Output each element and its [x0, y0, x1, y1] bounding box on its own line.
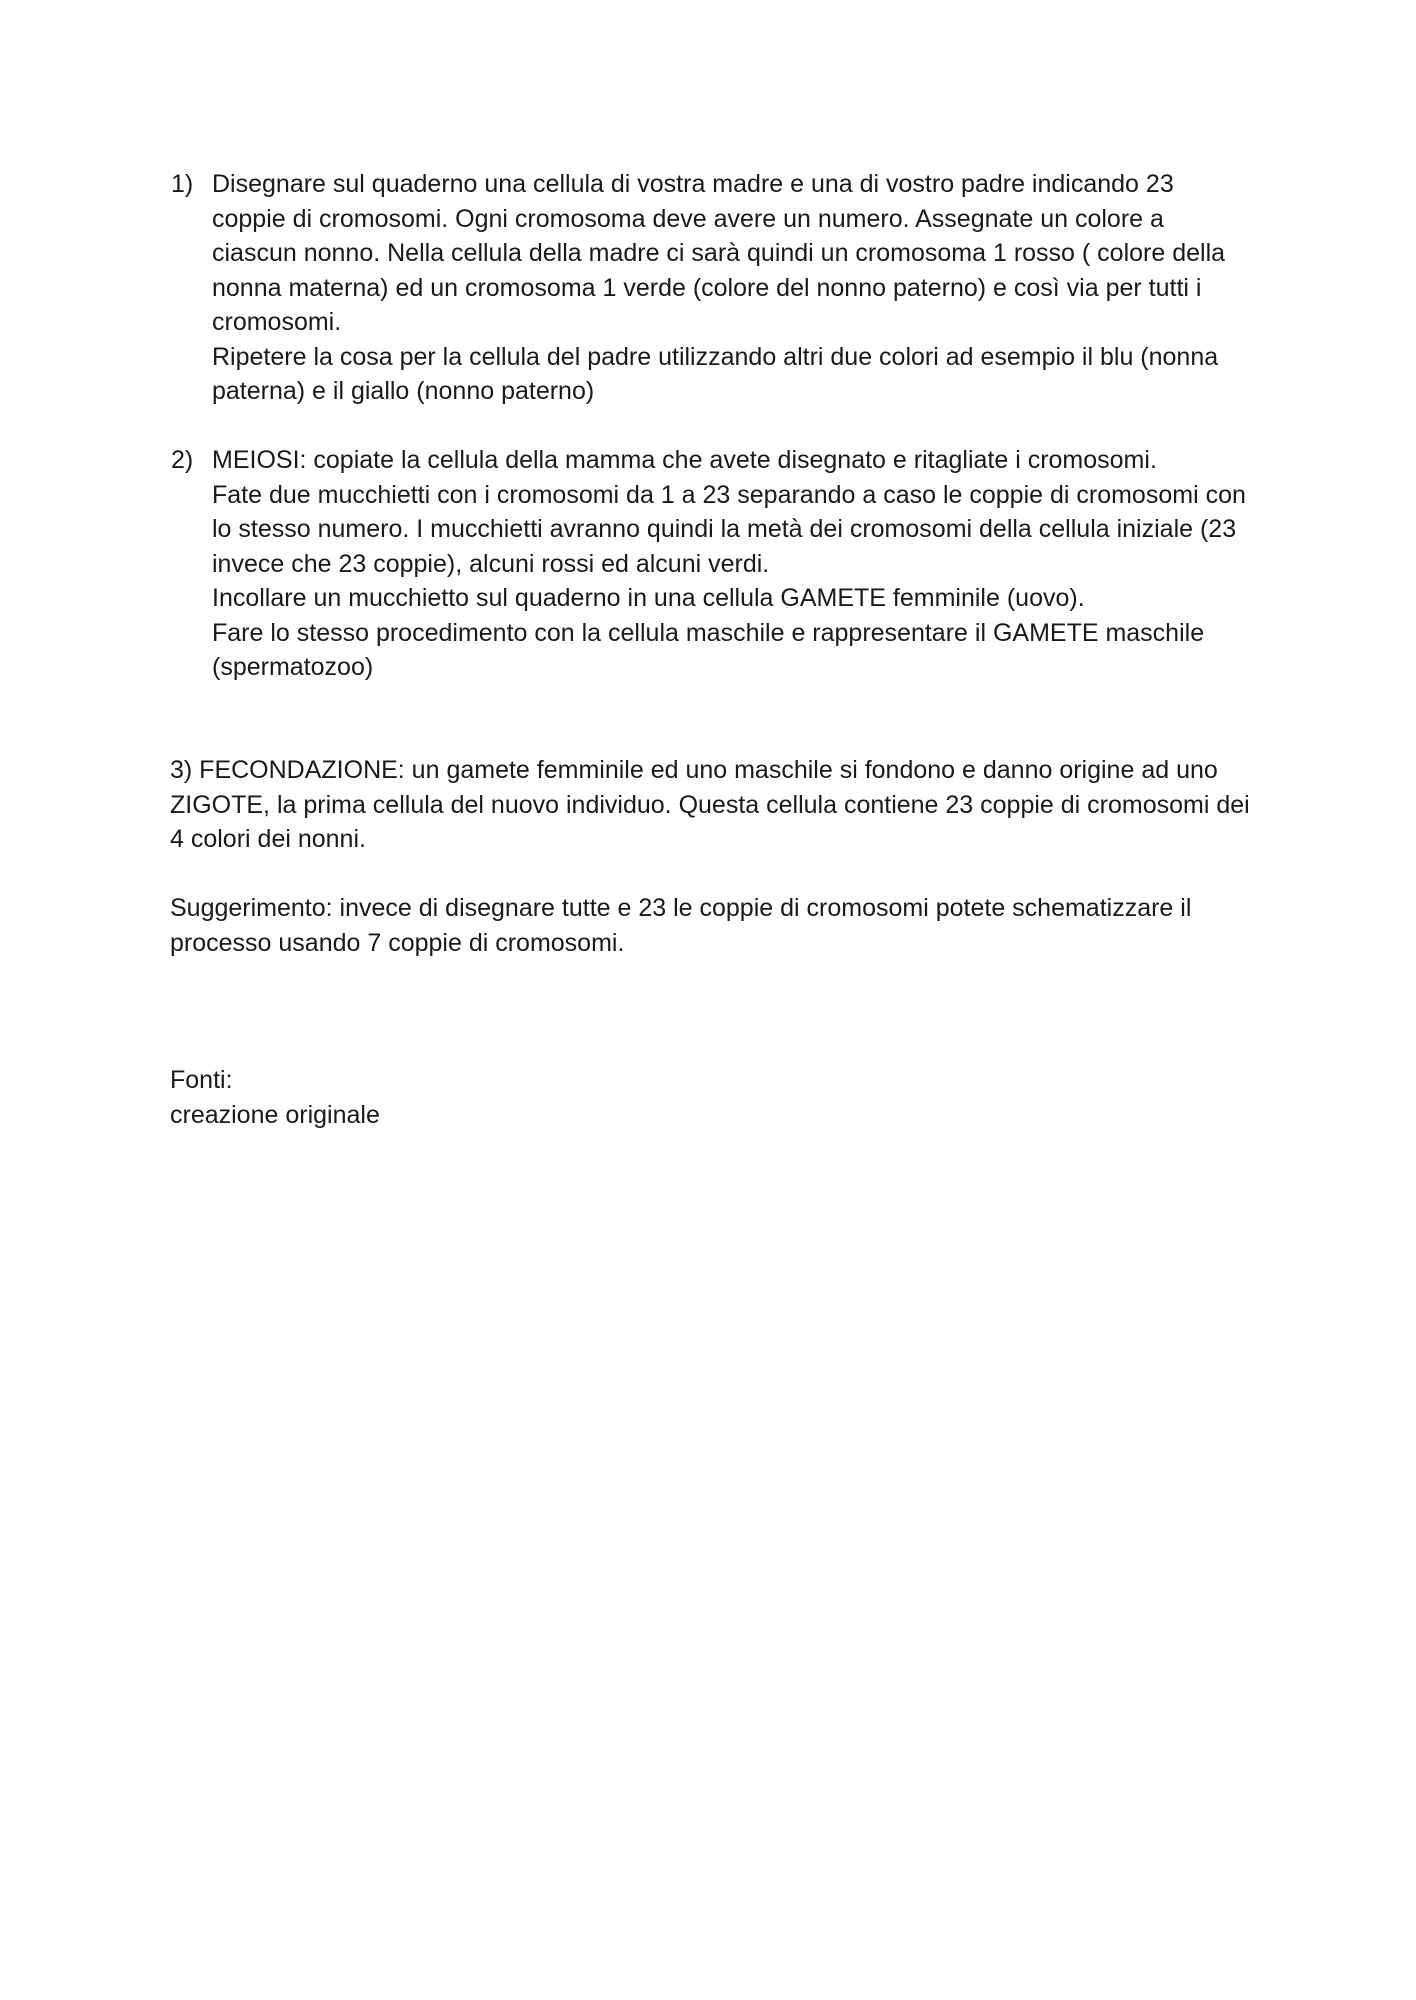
paragraph: Fate due mucchietti con i cromosomi da 1 a 23 separando a caso le coppie di cromosomi con lo stesso numero. I mucchietti avranno quindi la metà dei cromosomi della cellula iniziale (23 invece che 23 coppie), alcuni rossi ed alcuni verdi. — [212, 480, 1246, 578]
suggerimento-paragraph — [170, 891, 1260, 960]
list-item-text — [212, 167, 1252, 409]
fonti-label: Fonti: — [170, 1066, 233, 1094]
paragraph: Fare lo stesso procedimento con la cellula maschile e rappresentare il GAMETE maschile (spermatozoo) — [212, 618, 1205, 681]
fonti-section — [170, 1063, 1260, 1132]
list-number: 1) — [171, 170, 194, 198]
paragraph: MEIOSI: copiate la cellula della mamma che avete disegnato e ritagliate i cromosomi. — [212, 446, 1157, 474]
list-number: 2) — [171, 446, 194, 474]
list-item-text — [212, 443, 1252, 685]
paragraph: Disegnare sul quaderno una cellula di vostra madre e una di vostro padre indicando 23 coppie di cromosomi. Ogni cromosoma deve avere un numero. Assegnate un colore a ciascun nonno. Nella cellula della madre ci sarà quindi un cromosoma 1 rosso ( colore della nonna materna) ed un cromosoma 1 verde (colore del nonno paterno) e così via per tutti i cromosomi. — [212, 170, 1226, 336]
paragraph: Incollare un mucchietto sul quaderno in una cellula GAMETE femminile (uovo). — [212, 584, 1085, 612]
paragraph: Suggerimento: invece di disegnare tutte e 23 le coppie di cromosomi potete schematizzare il processo usando 7 coppie di cromosomi. — [170, 894, 1192, 957]
fonti-value: creazione originale — [170, 1100, 380, 1129]
fecondazione-paragraph — [170, 753, 1260, 857]
paragraph: 3) FECONDAZIONE: un gamete femminile ed uno maschile si fondono e danno origine ad uno ZIGOTE, la prima cellula del nuovo individuo. Questa cellula contiene 23 coppie di cromosomi dei 4 colori dei nonni. — [170, 756, 1250, 853]
list-item-1 — [171, 167, 1252, 409]
paragraph: Ripetere la cosa per la cellula del padre utilizzando altri due colori ad esempio il blu (nonna paterna) e il giallo (nonno paterno) — [212, 342, 1219, 405]
list-item-2 — [171, 443, 1252, 685]
